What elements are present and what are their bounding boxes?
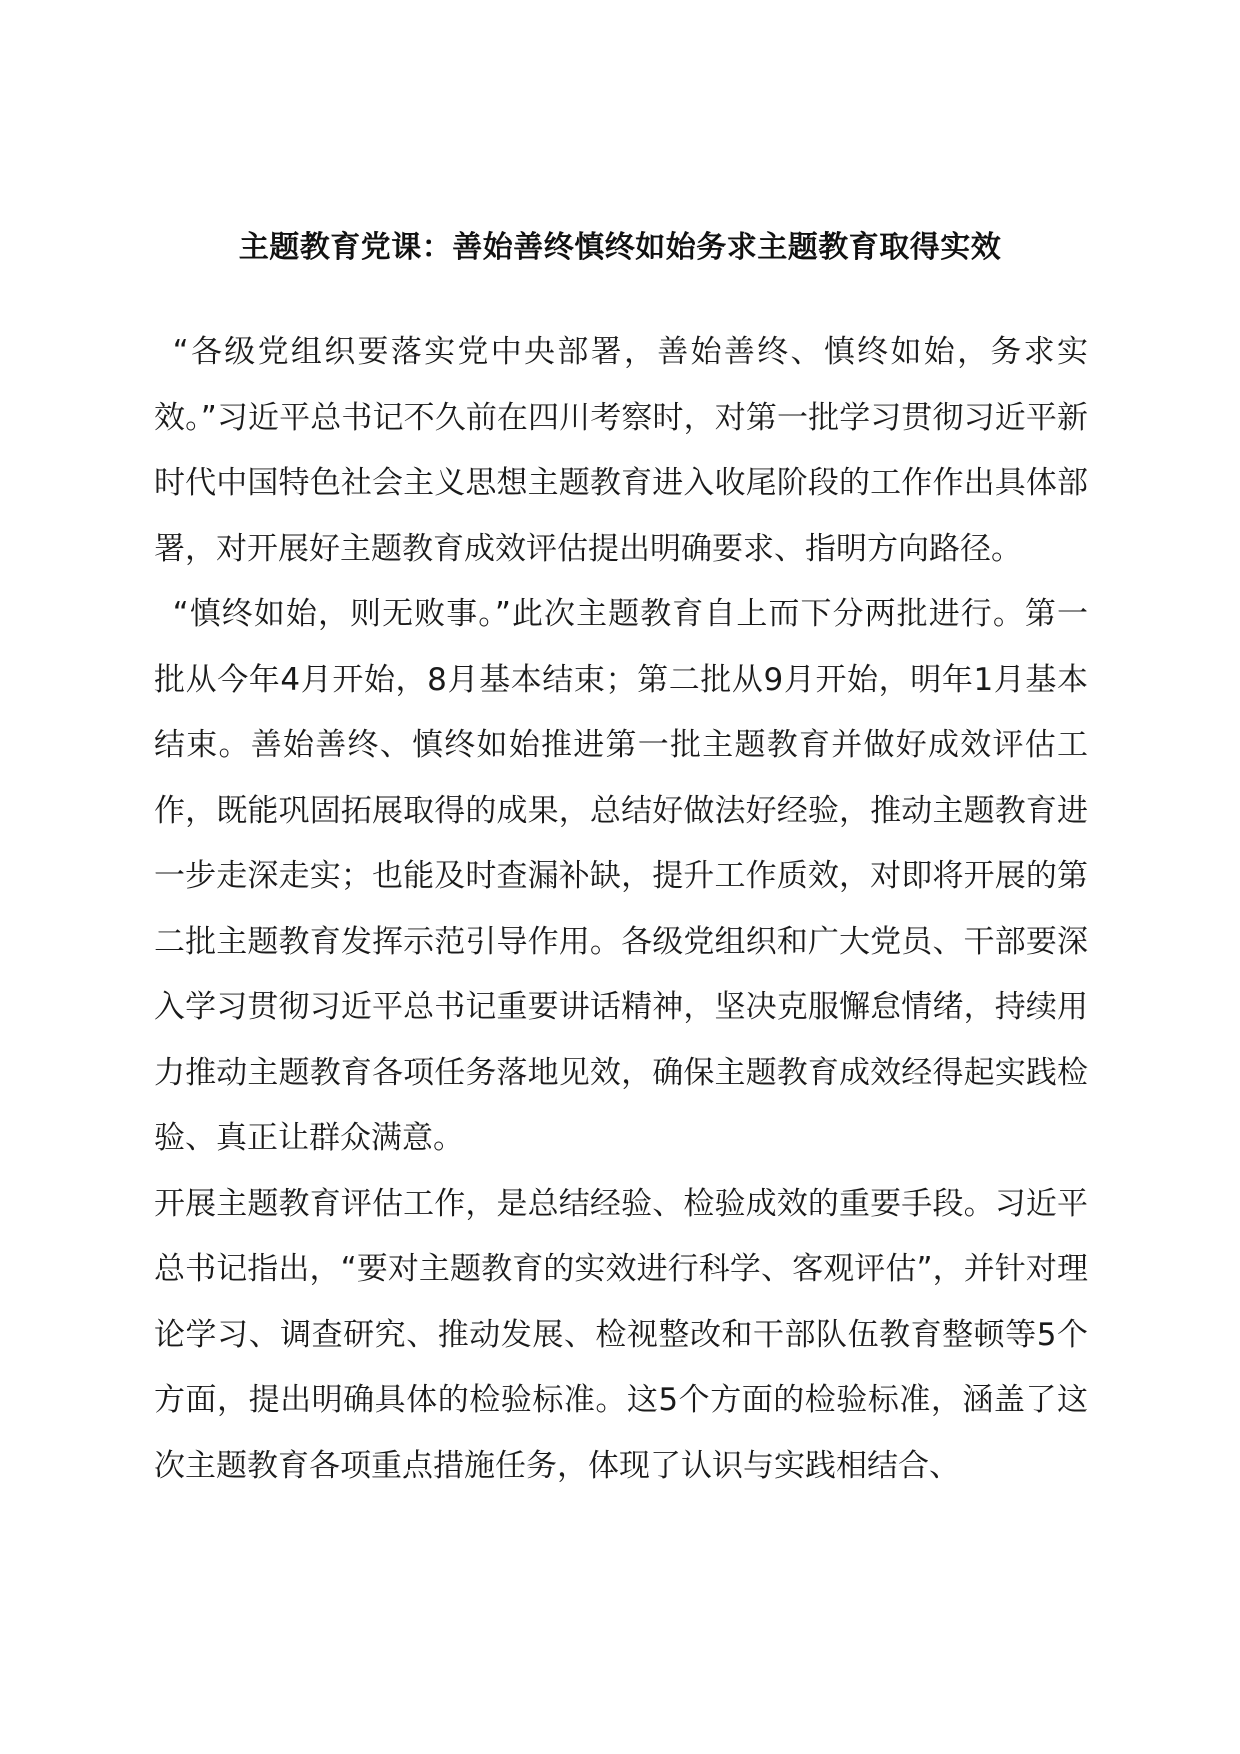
paragraph-2: “慎终如始，则无败事。”此次主题教育自上而下分两批进行。第一批从今年4月开始，8月基本结束；第二批从9月开始，明年1月基本结束。善始善终、慎终如始推进第一批主题教育并做好成效评估工作，既能巩固拓展取得的成果，总结好做法好经验，推动主题教育进一步走深走实；也能及时查漏补缺，提升工作质效，对即将开展的第二批主题教育发挥示范引导作用。各级党组织和广大党员、干部要深入学习贯彻习近平总书记重要讲话精神，坚决克服懈怠情绪，持续用力推动主题教育各项任务落地见效，确保主题教育成效经得起实践检验、真正让群众满意。	[154, 596, 1088, 1156]
document-body	[154, 320, 1088, 1499]
document-title: 主题教育党课：善始善终慎终如始务求主题教育取得实效	[238, 230, 1002, 265]
paragraph-3: 开展主题教育评估工作，是总结经验、检验成效的重要手段。习近平总书记指出，“要对主题教育的实效进行科学、客观评估”，并针对理论学习、调查研究、推动发展、检视整改和干部队伍教育整顿等5个方面，提出明确具体的检验标准。这5个方面的检验标准，涵盖了这次主题教育各项重点措施任务，体现了认识与实践相结合、	[154, 1185, 1088, 1484]
paragraph-1: “各级党组织要落实党中央部署，善始善终、慎终如始，务求实效。”习近平总书记不久前在四川考察时，对第一批学习贯彻习近平新时代中国特色社会主义思想主题教育进入收尾阶段的工作作出具体部署，对开展好主题教育成效评估提出明确要求、指明方向路径。	[154, 334, 1088, 567]
